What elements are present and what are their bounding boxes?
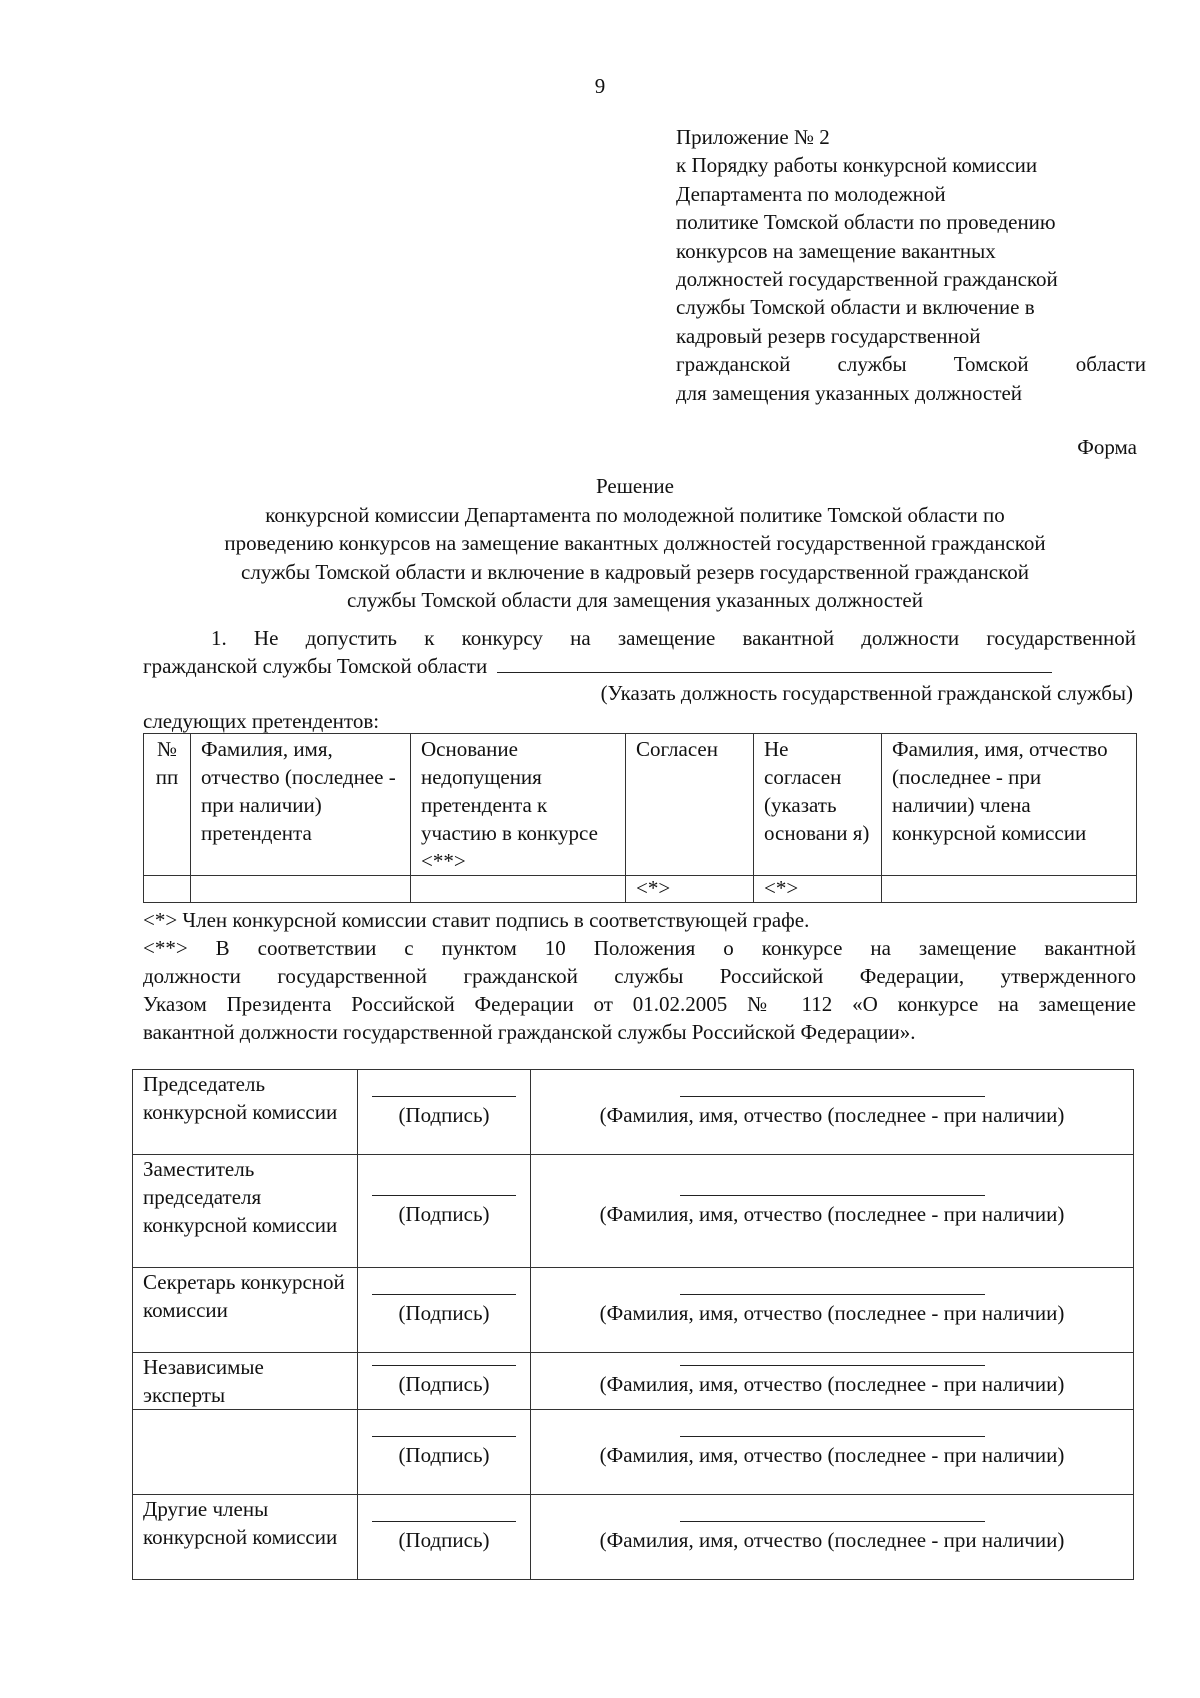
position-blank-line[interactable] [497,654,1052,673]
role-cell: Другие члены конкурсной комиссии [133,1495,358,1580]
fio-label: (Фамилия, имя, отчество (последнее - при наличии) [599,1102,1065,1127]
fio-label: (Фамилия, имя, отчество (последнее - при наличии) [599,1300,1065,1325]
candidates-table [143,733,1137,903]
signature-cell[interactable] [358,1268,531,1353]
signature-label: (Подпись) [398,1442,490,1467]
appendix-line: гражданской службы Томской области [676,352,1146,377]
fio-label: (Фамилия, имя, отчество (последнее - при наличии) [599,1527,1065,1552]
page-number: 9 [594,74,606,98]
role-cell: Секретарь конкурсной комиссии [133,1268,358,1353]
appendix-line: политике Томской области по проведению [676,210,1056,235]
signature-cell[interactable] [358,1410,531,1495]
title-line: службы Томской области для замещения указанных должностей [347,588,923,612]
header-cell-member-name: Фамилия, имя, отчество (последнее - при наличии) члена конкурсной комиссии [882,734,1137,876]
appendix-line: для замещения указанных должностей [676,380,1023,405]
signature-row [133,1268,1134,1353]
fio-cell[interactable] [531,1353,1134,1410]
table-cell-disagree-mark[interactable]: <*> [754,876,882,903]
table-header-row [144,734,1137,876]
fio-label: (Фамилия, имя, отчество (последнее - при наличии) [599,1442,1065,1467]
fio-label: (Фамилия, имя, отчество (последнее - при наличии) [599,1201,1065,1226]
signature-label: (Подпись) [398,1201,490,1226]
fio-label: (Фамилия, имя, отчество (последнее - при наличии) [599,1371,1065,1396]
title-heading: Решение [595,474,674,498]
position-hint: (Указать должность государственной гражданской службы) [600,681,1133,705]
appendix-line: Приложение № 2 [676,125,830,149]
signature-row [133,1070,1134,1155]
appendix-line: службы Томской области и включение в [676,295,1035,320]
appendix-line: должностей государственной гражданской [676,267,1058,292]
fio-cell[interactable] [531,1410,1134,1495]
point-1-paragraph [143,624,1136,680]
fio-cell[interactable] [531,1070,1134,1155]
header-cell-candidate-name: Фамилия, имя, отчество (последнее - при наличии) претендента [191,734,411,876]
point-1-line-2 [143,652,1136,680]
table-row [144,876,1137,903]
table-cell-agree-mark[interactable]: <*> [626,876,754,903]
appendix-line: кадровый резерв государственной [676,323,981,348]
appendix-heading [676,123,1146,407]
signature-cell[interactable] [358,1495,531,1580]
footnote-2-line: <**> В соответствии с пунктом 10 Положения о конкурсе на замещение вакантной [143,936,1136,960]
signature-label: (Подпись) [398,1102,490,1127]
fio-cell[interactable] [531,1495,1134,1580]
header-cell-agree: Согласен [626,734,754,876]
footnote-1: <*> Член конкурсной комиссии ставит подпись в соответствующей графе. [143,908,810,932]
table-cell[interactable] [411,876,626,903]
footnote-2-line: должности государственной гражданской службы Российской Федерации, утвержденного [143,964,1136,988]
role-cell: Независимые эксперты [133,1353,358,1410]
appendix-line: к Порядку работы конкурсной комиссии [676,153,1038,178]
point-1-line-text: гражданской службы Томской области [143,654,488,678]
fio-cell[interactable] [531,1155,1134,1268]
role-cell [133,1410,358,1495]
point-1-line: 1. Не допустить к конкурсу на замещение вакантной должности государственной [211,626,1136,650]
signature-label: (Подпись) [398,1371,490,1396]
signature-label: (Подпись) [398,1300,490,1325]
signature-row [133,1410,1134,1495]
title-line: конкурсной комиссии Департамента по молодежной политике Томской области по [265,502,1005,527]
footnotes [143,906,1136,1046]
header-cell-number: № пп [144,734,191,876]
table-cell[interactable] [144,876,191,903]
signature-row [133,1495,1134,1580]
signature-cell[interactable] [358,1353,531,1410]
header-cell-disagree: Не согласен (указать основани я) [754,734,882,876]
table-cell[interactable] [191,876,411,903]
signature-label: (Подпись) [398,1527,490,1552]
document-title [130,472,1140,615]
table-cell[interactable] [882,876,1137,903]
appendix-line: Департамента по молодежной [676,181,946,206]
role-cell: Заместитель председателя конкурсной комиссии [133,1155,358,1268]
signature-row [133,1353,1134,1410]
footnote-2-line: Указом Президента Российской Федерации от 01.02.2005 № 112 «О конкурсе на замещение [143,992,1136,1016]
signature-cell[interactable] [358,1070,531,1155]
title-line: службы Томской области и включение в кадровый резерв государственной гражданской [241,559,1029,584]
signature-row [133,1155,1134,1268]
form-label: Форма [1077,435,1137,459]
appendix-line: конкурсов на замещение вакантных [676,238,996,263]
signature-cell[interactable] [358,1155,531,1268]
fio-cell[interactable] [531,1268,1134,1353]
signatures-table [132,1069,1134,1580]
role-cell: Председатель конкурсной комиссии [133,1070,358,1155]
footnote-2-line: вакантной должности государственной гражданской службы Российской Федерации». [143,1020,916,1044]
following-candidates-label: следующих претендентов: [143,709,380,733]
title-line: проведению конкурсов на замещение вакантных должностей государственной гражданской [224,531,1046,555]
header-cell-reason: Основание недопущения претендента к участию в конкурсе <**> [411,734,626,876]
